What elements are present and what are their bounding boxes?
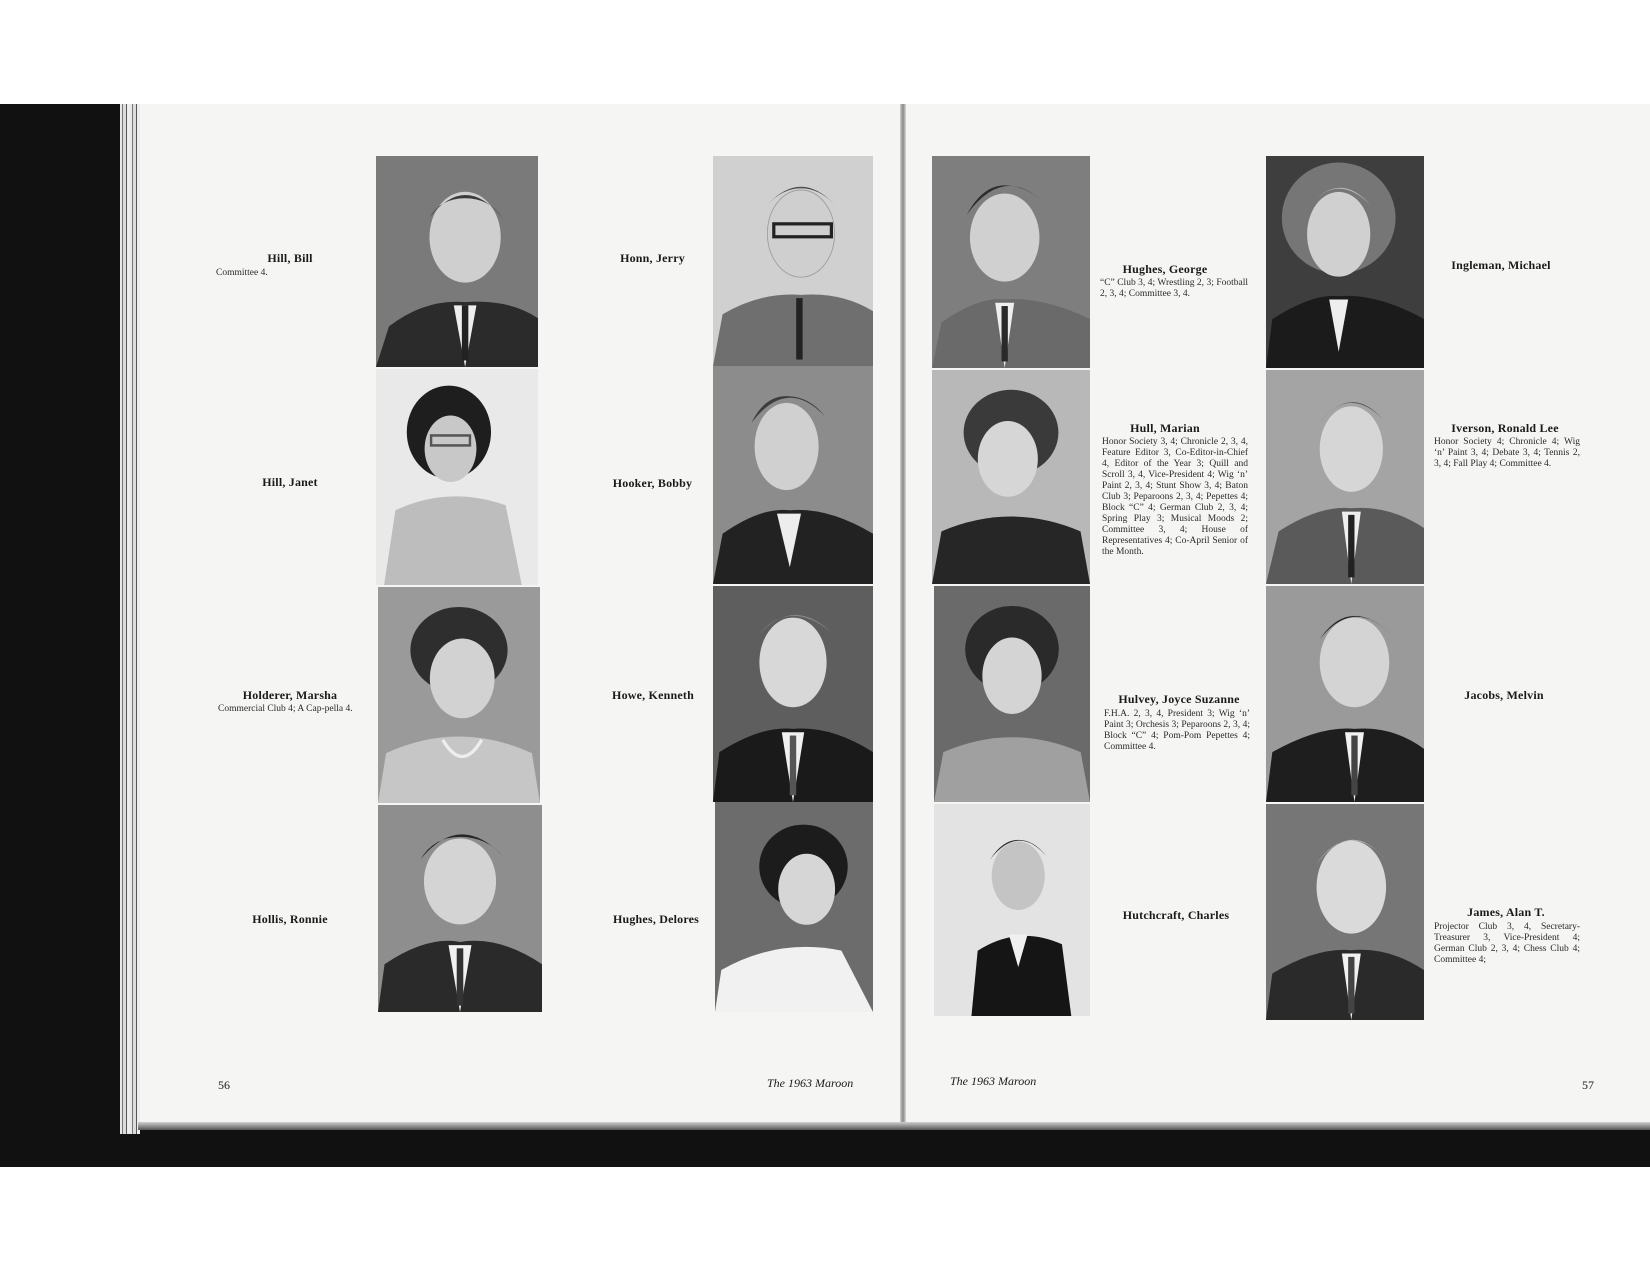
senior-name: Hull, Marian xyxy=(1130,421,1200,435)
portrait-photo xyxy=(378,587,540,803)
senior-name: Hill, Bill xyxy=(267,251,313,265)
senior-activities: Honor Society 3, 4; Chronicle 2, 3, 4, Feature Editor 3, Co-Editor-in-Chief 4, Editor of the Year 3; Quill and Scroll 3, 4, Vice-President 4; Wig ‘n’ Paint 2, 3, 4; Stunt Show 3, 4; Baton Club 3; Peparoons 2, 3, 4; Pepettes 4; Block “C” 4; German Club 2, 3, 4; Spring Play 3; Musical Moods 2; Committee 3, 4; House of Representatives 4; Co-April Senior of the Month. xyxy=(1102,437,1248,557)
senior-name: Holderer, Marsha xyxy=(242,688,338,702)
running-title: The 1963 Maroon xyxy=(950,1074,1037,1088)
portrait-photo xyxy=(1266,586,1424,802)
senior-activities: Commercial Club 4; A Cap-pella 4. xyxy=(218,704,353,714)
senior-name: Howe, Kenneth xyxy=(612,688,694,702)
portrait-photo xyxy=(1266,156,1424,368)
portrait-photo xyxy=(1266,370,1424,584)
page-gutter xyxy=(900,104,906,1124)
portrait-photo xyxy=(934,586,1090,802)
senior-activities: Projector Club 3, 4, Secretary-Treasurer 3, Vice-President 4; German Club 2, 3, 4; Chess Club 4; Committee 4; xyxy=(1434,922,1580,965)
portrait-photo xyxy=(713,366,873,584)
senior-name: Ingleman, Michael xyxy=(1451,258,1551,272)
portrait-photo xyxy=(932,156,1090,368)
senior-activities: Committee 4. xyxy=(216,268,268,278)
senior-name: Iverson, Ronald Lee xyxy=(1451,421,1559,435)
senior-name: Hill, Janet xyxy=(262,475,318,489)
portrait-photo xyxy=(376,156,538,367)
portrait-photo xyxy=(713,586,873,802)
senior-name: Hutchcraft, Charles xyxy=(1122,908,1230,922)
senior-name: Jacobs, Melvin xyxy=(1464,688,1544,702)
senior-activities: “C” Club 3, 4; Wrestling 2, 3; Football 2, 3, 4; Committee 3, 4. xyxy=(1100,278,1248,299)
book-spine-binding xyxy=(120,104,140,1134)
senior-name: Hooker, Bobby xyxy=(612,476,693,490)
senior-activities: F.H.A. 2, 3, 4, President 3; Wig ‘n’ Paint 3; Orchesis 3; Peparoons 2, 3, 4; Block “C” 4; Pom-Pom Pepettes 4; Committee 4. xyxy=(1104,709,1250,752)
senior-name: James, Alan T. xyxy=(1467,905,1545,919)
portrait-photo xyxy=(1266,804,1424,1020)
senior-name: Hughes, Delores xyxy=(612,912,700,926)
senior-name: Hollis, Ronnie xyxy=(252,912,328,926)
page-number: 57 xyxy=(1582,1078,1594,1092)
portrait-photo xyxy=(376,369,538,585)
portrait-photo xyxy=(932,370,1090,584)
senior-name: Honn, Jerry xyxy=(620,251,685,265)
senior-name: Hulvey, Joyce Suzanne xyxy=(1118,692,1240,706)
page-number: 56 xyxy=(218,1078,230,1092)
page-bottom-edge xyxy=(138,1122,1650,1130)
portrait-photo xyxy=(934,804,1090,1016)
portrait-photo xyxy=(715,802,873,1012)
running-title: The 1963 Maroon xyxy=(767,1076,854,1090)
senior-name: Hughes, George xyxy=(1122,262,1208,276)
portrait-photo xyxy=(378,805,542,1012)
senior-activities: Honor Society 4; Chronicle 4; Wig ‘n’ Paint 3, 4; Debate 3, 4; Tennis 2, 3, 4; Fall Play 4; Committee 4. xyxy=(1434,437,1580,469)
portrait-photo xyxy=(713,156,873,366)
